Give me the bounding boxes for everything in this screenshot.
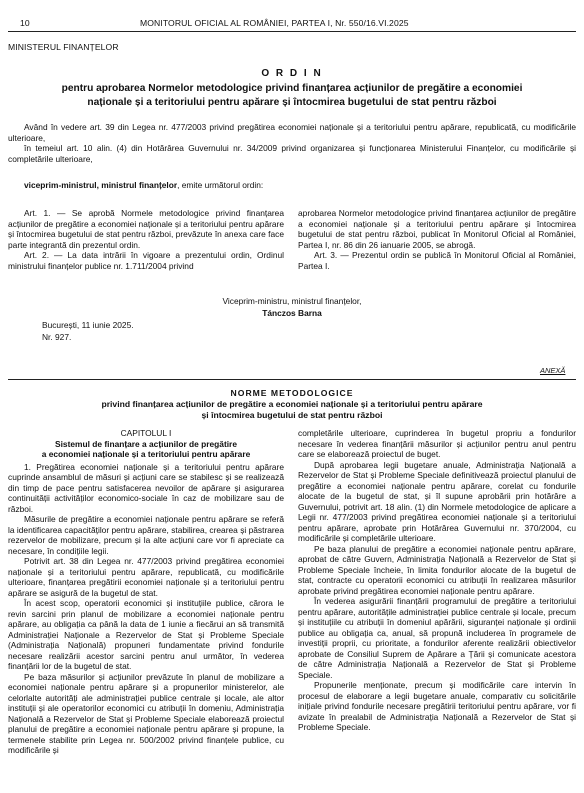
article-2: Art. 2. — La data intrării în vigoare a prezentului ordin, Ordinul ministrului finanțelor publice nr. 1.711/2004 privind [8,250,284,271]
header-rule [8,31,576,32]
order-title-line1: pentru aprobarea Normelor metodologice privind finanțarea acțiunilor de pregătire a economiei [61,83,523,94]
paragraph: Potrivit art. 38 din Legea nr. 477/2003 privind pregătirea economiei naționale și a teritoriului pentru apărare, republicată, cu modificările ulterioare, finanțarea pregătirii economiei naționale și a teritoriului pentru apărare se asigură de la bugetul de stat. [8,556,284,598]
preamble-paragraph-2: în temeiul art. 10 alin. (4) din Hotărârea Guvernului nr. 34/2009 privind organizarea și funcționarea Ministerului Finanțelor, cu modificările și completările ulterioare, [8,143,576,164]
signature-role: Viceprim-ministru, ministrul finanțelor, [222,296,362,306]
issuer-statement [24,180,576,191]
annex-label: ANEXĂ [540,366,566,375]
place-date: București, 11 iunie 2025. [42,320,134,330]
issuer-role: viceprim-ministrul, ministrul finanțelor [24,180,178,190]
paragraph: Pe baza planului de pregătire a economiei naționale pentru apărare, aprobat de către Guvern, Administrația Națională a Rezervelor de Stat și Probleme Speciale încheie, în limita fondurilor alocate de la bugetul de stat, contracte cu operatorii economici cu atribuții în realizarea măsurilor aprobate privind pregătirea economiei naționale pentru apărare. [298,543,576,596]
annex-left-column [8,428,284,756]
chapter-title-line2: a economiei naționale și a teritoriului pentru apărare [41,449,251,459]
article-1: Art. 1. — Se aprobă Normele metodologice privind finanțarea acțiunilor de pregătire a economiei naționale și a teritoriului pentru apărare și întocmirea bugetului de stat pentru război, prevăzute în anexa care face parte integrantă din prezentul ordin. [8,208,284,250]
paragraph: În vederea asigurării finanțării programului de pregătire a teritoriului pentru apărare, autoritățile administrației publice centrale și locale, precum și instituțiile cu atribuții în domeniul apărării, siguranței naționale și ordinii publice au obligația ca, anual, să propună includerea în programele de investiții proprii, cu prioritate, a fondurilor aferente realizării obiectivelor aprobate de Consiliul Suprem de Apărare a Țării și comunicate acestora de către Administrația Națională a Rezervelor de Stat și Probleme Speciale. [298,596,576,680]
signature-name: Tánczos Barna [262,308,322,318]
paragraph: 1. Pregătirea economiei naționale și a teritoriului pentru apărare cuprinde ansamblul de măsuri și acțiuni care se stabilesc și se realizează din timp de pace pentru satisfacerea nevoilor de apărare și asigurarea continuității activităților economico-sociale în caz de mobilizare sau de război. [8,461,284,514]
annex-heading: NORME METODOLOGICE [230,388,354,398]
chapter-label: CAPITOLUL I [120,428,172,438]
annex-right-column [298,428,576,733]
order-number: Nr. 927. [42,332,72,342]
running-title: MONITORUL OFICIAL AL ROMÂNIEI, PARTEA I, Nr. 550/16.VI.2025 [140,18,409,28]
issuer: MINISTERUL FINANȚELOR [8,42,119,52]
paragraph: Măsurile de pregătire a economiei naționale pentru apărare se referă la identificarea capacităților pentru apărare, stabilirea, crearea și păstrarea rezervelor de mobilizare, precum și la alte acțiuni care vor fi apreciate ca necesare, în condițiile legii. [8,514,284,556]
annex-rule [8,379,576,380]
annex-title-line1: privind finanțarea acțiunilor de pregătire a economiei naționale și a teritoriului pentru apărare [101,399,483,409]
paragraph: Pe baza măsurilor și acțiunilor prevăzute în planul de mobilizare a economiei naționale pentru apărare și a propunerilor ministerelor, ale celorlalte autorități ale administrației publice centrale și locale, ale altor instituții și ale operatorilor economici cu atribuții în domeniu, Administrația Națională a Rezervelor de Stat și Probleme Speciale elaborează proiectul planului de pregătire a economiei naționale pentru apărare și propune, la termenele stabilite prin Legea nr. 500/2002 privind finanțele publice, cu modificările și [8,671,284,755]
chapter-title-line1: Sistemul de finanțare a acțiunilor de pregătire [55,438,237,449]
preamble-paragraph-1: Având în vedere art. 39 din Legea nr. 477/2003 privind pregătirea economiei naționale și a teritoriului pentru apărare, republicată, cu modificările ulterioare, [8,122,576,143]
order-heading: O R D I N [261,68,323,79]
annex-title-line2: și întocmirea bugetului de stat pentru război [201,410,383,420]
page-number: 10 [20,18,30,28]
article-3: Art. 3. — Prezentul ordin se publică în Monitorul Oficial al României, Partea I. [298,250,576,271]
order-preamble [8,122,576,164]
paragraph: completările ulterioare, cuprinderea în bugetul propriu a fondurilor necesare în vederea finanțării măsurilor și acțiunilor pentru anul pentru care se elaborează proiectul de buget. [298,428,576,459]
order-articles-left [8,208,284,271]
order-title-line2: naționale și a teritoriului pentru apărare și întocmirea bugetului de stat pentru război [87,97,497,108]
article-2-continued: aprobarea Normelor metodologice privind finanțarea acțiunilor de pregătire a economiei naționale și a teritoriului pentru apărare și întocmirea bugetului de stat pentru război, publicat în Monitorul Oficial al României, Partea I, nr. 86 din 26 ianuarie 2005, se abrogă. [298,208,576,250]
paragraph: Propunerile menționate, precum și modificările care intervin în procesul de elaborare a legii bugetare anuale, comparativ cu solicitările inițiale privind fondurile necesare pregătirii teritoriului pentru apărare, vor fi avizate în prealabil de Administrația Națională a Rezervelor de Stat și Probleme Speciale. [298,680,576,732]
order-articles-right [298,208,576,271]
paragraph: În acest scop, operatorii economici și instituțiile publice, cărora le revin sarcini prin planul de mobilizare a economiei naționale pentru apărare, au obligația ca până la data de 1 iunie a fiecărui an să transmită Administrației Naționale a Rezervelor de Stat și Probleme Speciale (Administrația Națională) propuneri fundamentate privind fondurile necesare realizării acestor sarcini pentru anul următor, în vederea finanțării lor de la bugetul de stat. [8,598,284,671]
issues-text: , emite următorul ordin: [177,180,264,190]
left-paragraphs [8,462,284,756]
paragraph: După aprobarea legii bugetare anuale, Administrația Națională a Rezervelor de Stat și Probleme Speciale definitivează proiectul planului de pregătire a economiei naționale pentru apărare, corelat cu fondurile alocate de la bugetul de stat, și îl supune aprobării prin hotărâre a Guvernului, potrivit art. 18 alin. (1) din Normele metodologice de aplicare a Legii nr. 477/2003 privind pregătirea economiei naționale și a teritoriului pentru apărare, aprobate prin Hotărârea Guvernului nr. 370/2004, cu modificările și completările ulterioare. [298,459,576,543]
